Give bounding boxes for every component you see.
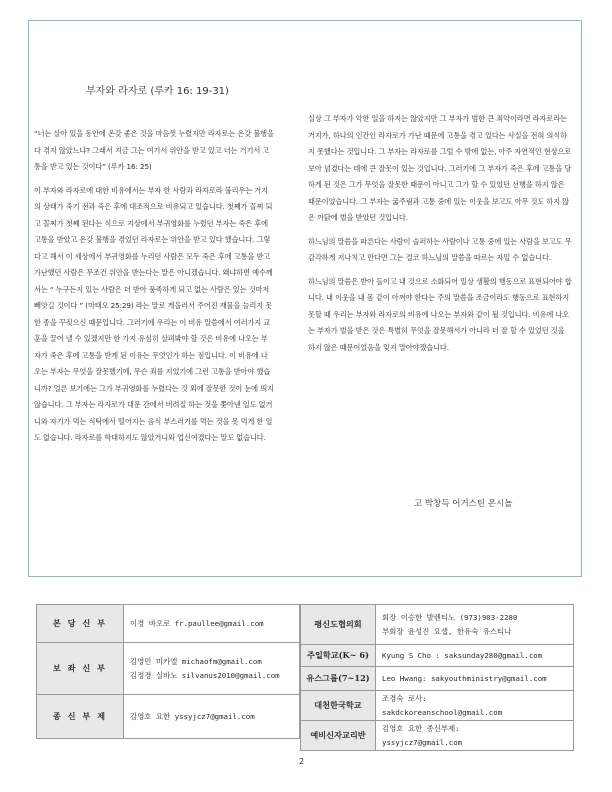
body-paragraph: 하느님의 말씀을 따른다는 사람이 슬퍼하는 사람이나 고통 중에 있는 사람을 보고도 무감각하게 지나치고 만다면 그는 결코 하느님의 말씀을 따르는 자일 수 없습니다. bbox=[308, 236, 572, 262]
role-label: 주일학교(K~ 6) bbox=[301, 645, 376, 667]
directory-row bbox=[301, 721, 574, 751]
body-paragraph: 실상 그 부자가 악한 일을 하지는 않았지만 그 부자가 범한 큰 죄악이라면 라자로라는 거지가, 하나의 인간인 라자로가 가난 때문에 고통을 겪고 있다는 사실을 전혀 의식하지 못했다는 것입니다. 그 부자는 라자로를 그럴 수 밖에 없는, 아주 자연적인 현상으로 보아 넘겼다는 데에 큰 잘못이 있는 것입니다. 그러기에 그 부자가 죽은 후에 고통을 당하게 된 것은 그가 무엇을 잘못한 때문이 아니고 그가 할 수 있었던 선행을 하지 않은 때문이었습니다. 그 부자는 굶주림과 고통 중에 있는 이웃을 보고도 아무 것도 하지 않은 까닭에 벌을 받았던 것입니다. bbox=[308, 114, 572, 222]
contact-info: 이경 바오로 fr.paullee@gmail.com bbox=[124, 605, 300, 643]
left-column bbox=[34, 126, 274, 454]
directory-row bbox=[37, 695, 300, 739]
body-paragraph: 이 부자와 라자로에 대한 비유에서는 부자 한 사람과 라자로라 불리우는 거지의 상태가 죽기 전과 죽은 후에 대조적으로 비유되고 있습니다. 첫째가 꼴찌 되고 꼴찌가 첫째 된다는 식으로 지상에서 부귀영화를 누렸던 부자는 죽은 후에 고통을 받았고 온갖 불행을 겪었던 라자로는 위안을 받고 있다 했습니다. 그렇다고 해서 이 세상에서 부귀영화를 누리던 사람은 모두 죽은 후에 고통을 받고 가난했던 사람은 무조건 위안을 받는다는 말은 아니겠습니다. 왜냐하면 예수께서는 “ 누구든지 있는 사람은 더 받아 풍족하게 되고 없는 사람은 있는 것마저 빼앗길 것이다 ” (마태오 25:29) 라는 말로 게을러서 주어진 재물을 늘리지 못한 종을 꾸짖으신 때문입니다. 그러기에 우리는 이 비유 말씀에서 여러가지 교훈을 끌어 낼 수 있겠지만 한 가지 유심히 살펴봐야 할 것은 비유에 나오는 부자가 죽은 후에 고통을 받게 된 이유는 무엇인가 하는 점입니다. 이 비유에 나오는 부자는 무엇을 잘못했기에, 무슨 죄를 지었기에 그런 고통을 받아야 했습니까? 얼른 보기에는 그가 부귀영화를 누렸다는 것 외에 잘못한 것이 눈에 띄지 않습니다. 그 부자는 라자로가 대문 간에서 버려질 하는 것을 쫓아낸 일도 없거니와 자기가 먹는 식탁에서 떨어지는 음식 부스러기를 먹는 것을 못 먹게 한 일도 없습니다. 라자로를 학대하지도 않았거니와 업신여겼다는 말도 없습니다. bbox=[34, 185, 274, 442]
right-column bbox=[308, 111, 572, 363]
clergy-directory bbox=[36, 604, 300, 739]
role-label: 대천한국학교 bbox=[301, 691, 376, 721]
ministry-directory bbox=[300, 604, 574, 751]
role-label: 평신도협의회 bbox=[301, 605, 376, 645]
article-title: 부자와 라자로 (루카 16: 19-31) bbox=[86, 86, 229, 97]
page-number: 2 bbox=[299, 757, 305, 766]
role-label: 본 당 신 부 bbox=[37, 605, 124, 643]
directory-row bbox=[301, 605, 574, 645]
contact-info: 회장 이승한 발렌티노 (973)903-2280 부회장 윤성진 요셉, 한유숙 유스티나 bbox=[376, 605, 574, 645]
contact-info: 김영민 미카엘 michaofm@gmail.com 김정경 실바노 silvanus2010@gmail.com bbox=[124, 643, 300, 695]
directory-row bbox=[37, 643, 300, 695]
author-signature: 고 박창득 어거스틴 몬시뇰 bbox=[414, 499, 513, 509]
contact-info: 김영호 요한 종신부제: yssyjcz7@gmail.com bbox=[376, 721, 574, 751]
contact-info: Kyung S Cho : saksunday280@gmail.com bbox=[376, 645, 574, 667]
body-paragraph: 하느님의 말씀은 받아 들이고 내 것으로 소화되어 일상 생활의 행동으로 표현되어야 합니다. 내 이웃을 내 몸 같이 아껴야 한다는 주의 말씀을 조금이라도 행동으로 표현하지 못할 때 우리는 부자와 라자로의 비유에 나오는 부자와 같이 될 것입니다. 비유에 나오는 부자가 벌을 받은 것은 특별히 무엇을 잘못해서가 아니라 더 잘 할 수 있었던 것을 하지 않은 때문이었음을 잊지 말아야겠습니다. bbox=[308, 276, 572, 352]
directory-row bbox=[301, 691, 574, 721]
contact-info: 김영호 요한 yssyjcz7@gmail.com bbox=[124, 695, 300, 739]
contact-info: Leo Hwang: sakyouthministry@gmail.com bbox=[376, 667, 574, 691]
contact-info: 조경숙 로사: sakdckoreanschool@gmail.com bbox=[376, 691, 574, 721]
role-label: 유스그룹(7~12) bbox=[301, 667, 376, 691]
directory-row bbox=[301, 667, 574, 691]
directory-row bbox=[37, 605, 300, 643]
role-label: 예비신자교리반 bbox=[301, 721, 376, 751]
scripture-quote: “너는 살아 있을 동안에 온갖 좋은 것을 마음껏 누렸지만 라자로는 온갖 불행을 다 겪지 않았느냐? 그래서 지금 그는 여기서 위안을 받고 있고 너는 거기서 고통을 받고 있는 것이다” (루카 16: 25) bbox=[34, 129, 274, 171]
role-label: 보 좌 신 부 bbox=[37, 643, 124, 695]
role-label: 종 신 부 제 bbox=[37, 695, 124, 739]
directory-row bbox=[301, 645, 574, 667]
